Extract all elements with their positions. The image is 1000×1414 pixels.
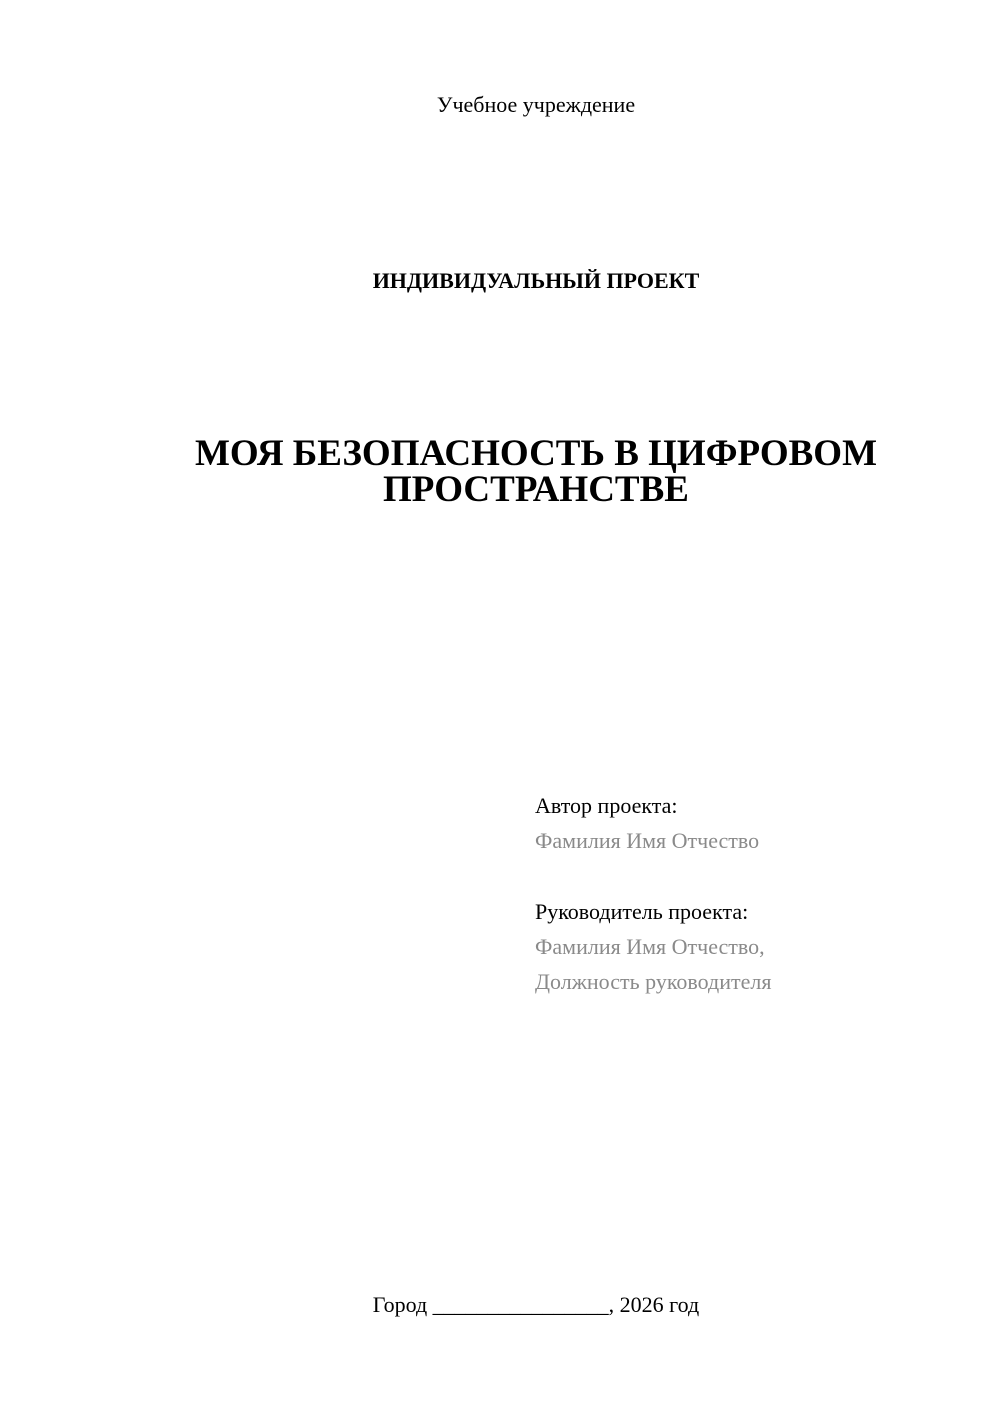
- credits-spacer: [535, 858, 975, 894]
- credits-block: [535, 788, 975, 999]
- supervisor-position: Должность руководителя: [535, 969, 772, 994]
- supervisor-label: Руководитель проекта:: [535, 899, 749, 924]
- project-title: [0, 433, 1000, 510]
- supervisor-name: Фамилия Имя Отчество,: [535, 934, 765, 959]
- city-year-line: Город ________________, 2026 год: [372, 1292, 700, 1317]
- author-name: Фамилия Имя Отчество: [535, 828, 760, 853]
- project-title-line-1: МОЯ БЕЗОПАСНОСТЬ В ЦИФРОВОМ: [194, 433, 878, 474]
- author-label: Автор проекта:: [535, 793, 678, 818]
- document-type: ИНДИВИДУАЛЬНЫЙ ПРОЕКТ: [372, 268, 700, 293]
- institution-name: Учебное учреждение: [436, 92, 636, 117]
- project-title-line-2: ПРОСТРАНСТВЕ: [383, 469, 689, 510]
